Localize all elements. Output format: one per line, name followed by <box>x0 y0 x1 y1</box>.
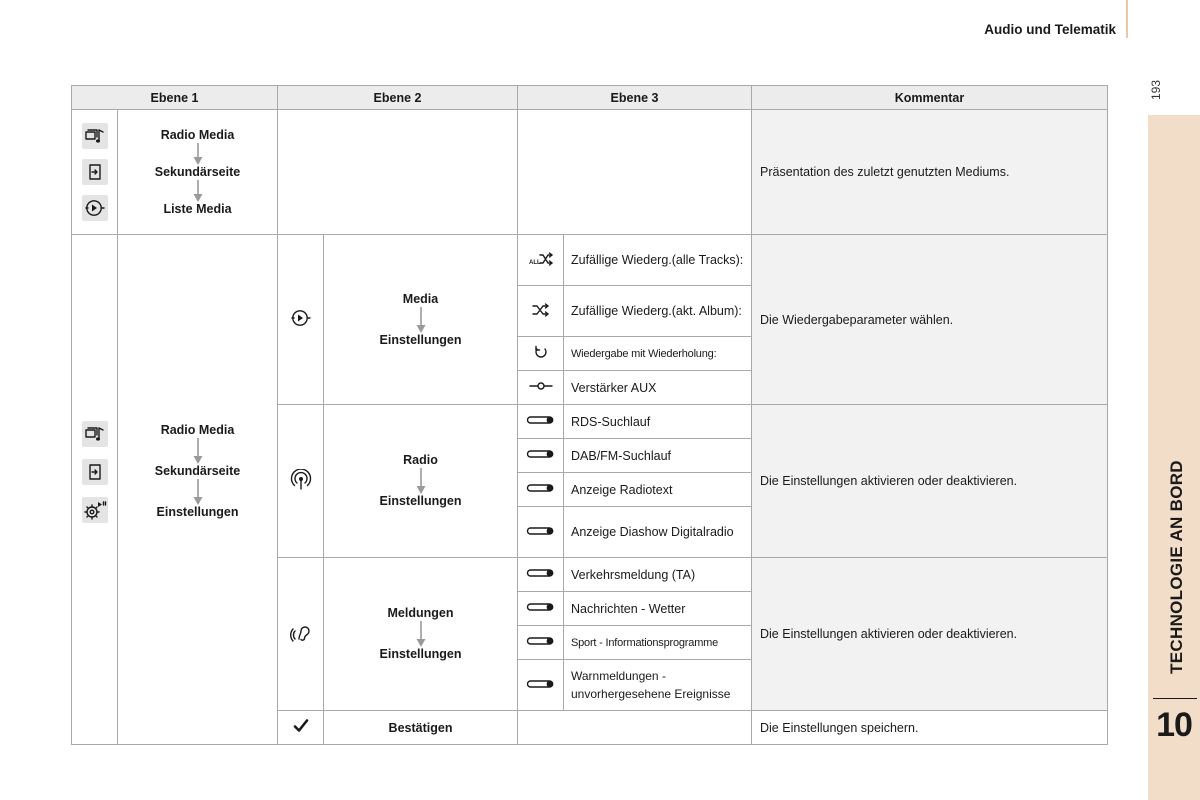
secondary-page-icon <box>82 459 108 485</box>
level2-flow <box>324 292 517 348</box>
level3-label: RDS-Suchlauf <box>564 405 752 439</box>
page-number: 193 <box>1149 79 1163 101</box>
side-tab-label: TECHNOLOGIE AN BORD <box>1167 460 1186 674</box>
level2-step: Einstellungen <box>379 494 462 508</box>
level3-icon-cell <box>518 235 564 286</box>
level3-comment: Die Einstellungen aktivieren oder deaktivieren. <box>752 405 1108 558</box>
section2-level1-icons <box>72 421 117 523</box>
level3-icon-cell <box>518 439 564 473</box>
level2-cell <box>324 558 518 711</box>
table-body <box>72 110 1108 745</box>
level2-flow <box>324 606 517 662</box>
level3-comment: Die Einstellungen aktivieren oder deaktivieren. <box>752 558 1108 711</box>
table-row <box>72 235 1108 286</box>
section1-level3-cell <box>518 110 752 235</box>
level3-icon-cell <box>518 371 564 405</box>
level3-label: Verstärker AUX <box>564 371 752 405</box>
down-arrow-icon <box>192 479 204 505</box>
toggle-icon <box>526 567 556 579</box>
chapter-number: 10 <box>1156 706 1192 744</box>
level2-step: Media <box>402 291 439 306</box>
level3-label: Anzeige Diashow Digitalradio <box>564 507 752 558</box>
section2-level1-step: Radio Media <box>160 423 235 437</box>
toggle-icon <box>526 525 556 537</box>
level3-label: Zufällige Wiederg.(akt. Album): <box>564 286 752 337</box>
section2-level1-icons-cell <box>72 235 118 745</box>
confirm-label: Bestätigen <box>324 711 518 745</box>
toggle-icon <box>526 448 556 460</box>
radio-media-icon <box>82 123 108 149</box>
down-arrow-icon <box>415 307 427 333</box>
confirm-level3-empty <box>518 711 752 745</box>
radio-media-icon <box>82 421 108 447</box>
level3-icon-cell <box>518 660 564 711</box>
level3-label: Nachrichten - Wetter <box>564 592 752 626</box>
section1-level2-cell <box>278 110 518 235</box>
column-header-ebene-3: Ebene 3 <box>518 86 752 110</box>
level3-label: Zufällige Wiederg.(alle Tracks): <box>564 235 752 286</box>
table-row <box>72 110 1108 235</box>
level3-label: Anzeige Radiotext <box>564 473 752 507</box>
level3-comment: Die Wiedergabeparameter wählen. <box>752 235 1108 405</box>
toggle-icon <box>526 635 556 647</box>
level3-icon-cell <box>518 592 564 626</box>
section1-comment: Präsentation des zuletzt genutzten Mediums. <box>752 110 1108 235</box>
down-arrow-icon <box>415 621 427 647</box>
level3-label: Warnmeldungen - unvorhergesehene Ereignisse <box>564 660 752 711</box>
section1-level1-step: Radio Media <box>160 127 235 142</box>
level3-label: DAB/FM-Suchlauf <box>564 439 752 473</box>
column-header-kommentar: Kommentar <box>752 86 1108 110</box>
level3-label: Sport - Informationsprogramme <box>564 626 752 660</box>
confirm-comment: Die Einstellungen speichern. <box>752 711 1108 745</box>
media-list-icon <box>82 195 108 221</box>
level2-flow <box>324 453 517 509</box>
toggle-icon <box>526 414 556 426</box>
side-tab-rule <box>1153 698 1197 699</box>
announcements-icon <box>290 623 312 643</box>
level3-icon-cell <box>518 558 564 592</box>
down-arrow-icon <box>192 438 204 464</box>
level3-icon-cell <box>518 405 564 439</box>
level3-label: Wiedergabe mit Wiederholung: <box>564 337 752 371</box>
svg-text:ALL: ALL <box>528 259 541 266</box>
down-arrow-icon <box>415 468 427 494</box>
level3-icon-cell <box>518 507 564 558</box>
confirm-icon-cell <box>278 711 324 745</box>
settings-menu-table <box>71 85 1108 745</box>
level2-icon-cell <box>278 405 324 558</box>
checkmark-icon <box>293 719 309 733</box>
header-title: Audio und Telematik <box>984 22 1116 37</box>
level3-label: Verkehrsmeldung (TA) <box>564 558 752 592</box>
level3-icon-cell <box>518 473 564 507</box>
level2-icon-cell <box>278 235 324 405</box>
repeat-icon <box>531 344 551 360</box>
media-icon <box>290 309 312 327</box>
level2-cell <box>324 405 518 558</box>
level2-step: Einstellungen <box>379 647 462 661</box>
shuffle-icon <box>530 302 552 318</box>
section2-level1-flow <box>118 423 277 520</box>
down-arrow-icon <box>192 143 204 165</box>
level2-icon-cell <box>278 558 324 711</box>
section1-level1-step: Sekundärseite <box>154 164 241 179</box>
section1-level1-cell <box>118 110 278 235</box>
level3-icon-cell <box>518 626 564 660</box>
column-header-ebene-1: Ebene 1 <box>72 86 278 110</box>
section2-level1-cell <box>118 235 278 745</box>
radio-icon <box>290 469 312 491</box>
section1-level1-step: Liste Media <box>163 201 232 216</box>
toggle-icon <box>526 482 556 494</box>
down-arrow-icon <box>192 180 204 202</box>
header-rule <box>1126 0 1128 38</box>
level2-step: Einstellungen <box>379 332 462 347</box>
level3-icon-cell <box>518 286 564 337</box>
shuffle-all-icon <box>528 251 554 267</box>
table-header-row <box>72 86 1108 110</box>
secondary-page-icon <box>82 159 108 185</box>
level3-icon-cell <box>518 337 564 371</box>
section2-level1-step: Einstellungen <box>156 505 239 519</box>
toggle-icon <box>526 601 556 613</box>
section1-level1-icons-cell <box>72 110 118 235</box>
section2-level1-step: Sekundärseite <box>154 464 241 478</box>
toggle-icon <box>526 678 556 690</box>
settings-icon <box>82 497 108 523</box>
level2-cell <box>324 235 518 405</box>
level2-step: Meldungen <box>387 606 454 620</box>
column-header-ebene-2: Ebene 2 <box>278 86 518 110</box>
aux-slider-icon <box>528 380 554 392</box>
level2-step: Radio <box>403 453 438 467</box>
